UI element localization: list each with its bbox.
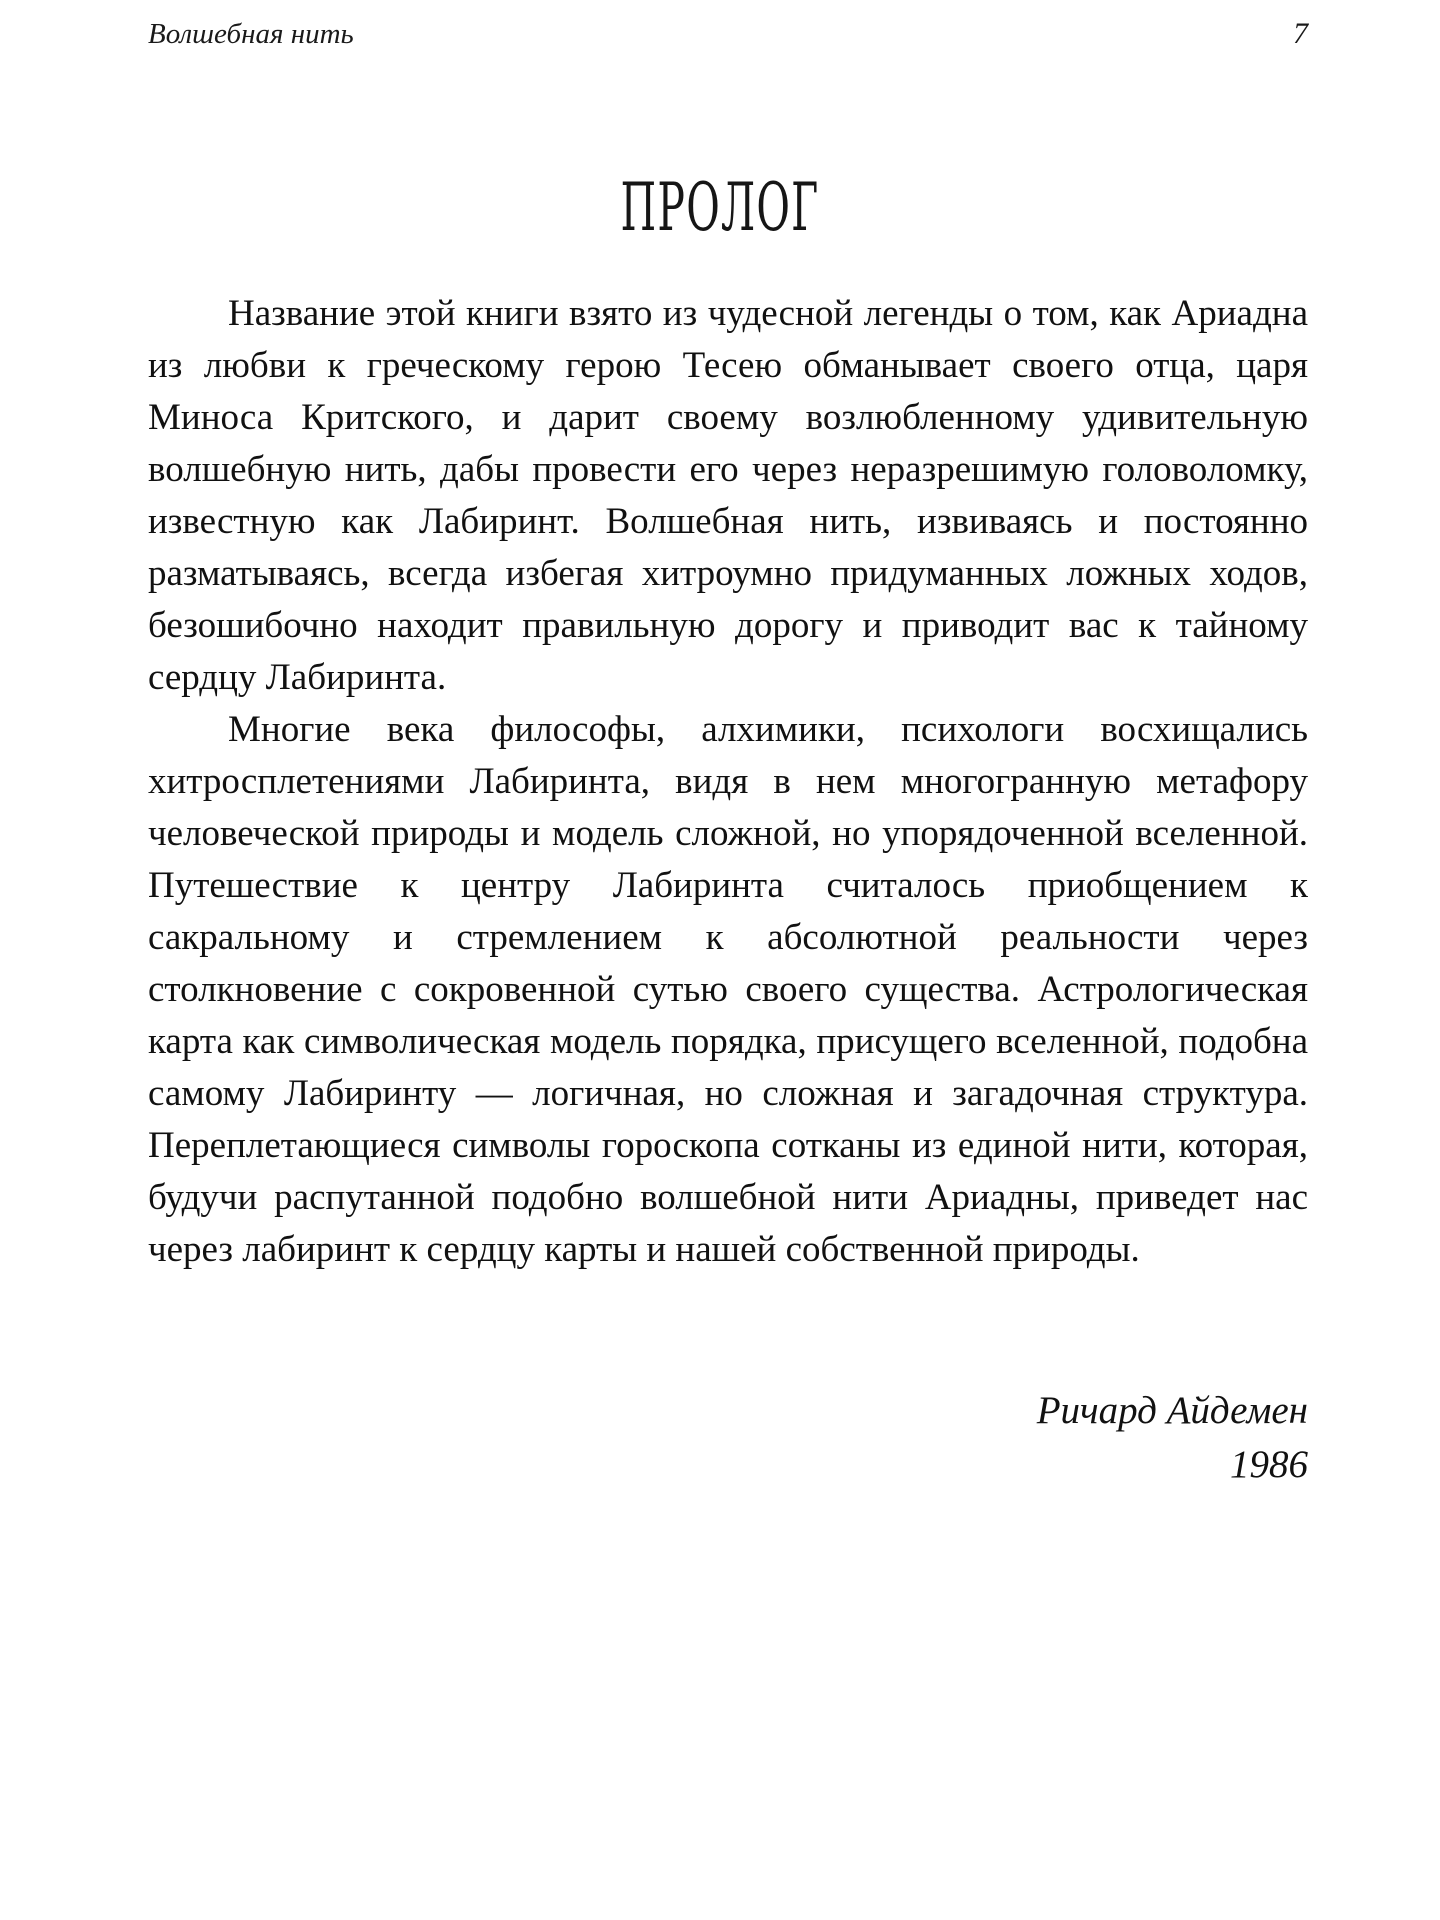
- signature-year: 1986: [1230, 1443, 1308, 1486]
- running-title: Волшебная нить: [148, 18, 354, 50]
- paragraph: Многие века философы, алхимики, психологи восхищались хитросплетениями Лабиринта, видя в нем многогранную метафору человеческой природы и модель сложной, но упорядоченной вселенной. Путешествие к центру Лабиринта считалось приобщением к сакральному и стремлением к абсолютной реальности через столкновение с сокровенной сутью своего существа. Астрологическая карта как символическая модель порядка, присущего вселенной, подобна самому Лабиринту — логичная, но сложная и загадочная структура. Переплетающиеся символы гороскопа сотканы из единой нити, которая, будучи распутанной подобно волшебной нити Ариадны, приведет нас через лабиринт к сердцу карты и нашей собственной природы.: [148, 709, 1308, 1270]
- running-head: [148, 14, 1308, 54]
- signature: [148, 1384, 1308, 1492]
- signature-author: Ричард Айдемен: [1036, 1389, 1308, 1432]
- page-number: 7: [1293, 17, 1308, 50]
- chapter-title: ПРОЛОГ: [620, 169, 820, 246]
- paragraph: Название этой книги взято из чудесной легенды о том, как Ариадна из любви к греческому герою Тесею обманывает своего отца, царя Миноса Критского, и дарит своему возлюбленному удивительную волшебную нить, дабы провести его через неразрешимую головоломку, известную как Лабиринт. Волшебная нить, извиваясь и постоянно разматываясь, всегда избегая хитроумно придуманных ложных ходов, безошибочно находит правильную дорогу и приводит вас к тайному сердцу Лабиринта.: [148, 293, 1308, 698]
- prologue-body: [148, 288, 1308, 1276]
